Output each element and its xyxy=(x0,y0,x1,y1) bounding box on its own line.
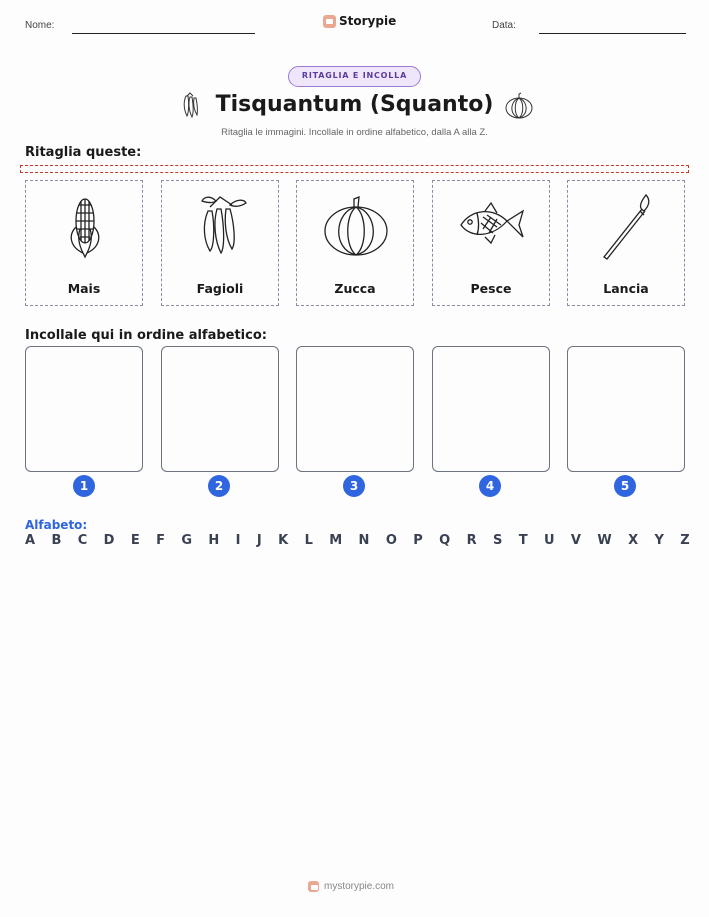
footer xyxy=(308,881,394,892)
alphabet-letter: J xyxy=(256,533,262,548)
card-label: Pesce xyxy=(470,281,512,296)
name-line[interactable] xyxy=(72,33,255,34)
activity-badge: RITAGLIA E INCOLLA xyxy=(288,66,421,87)
page-title: Tisquantum (Squanto) xyxy=(215,92,494,117)
alphabet-letter: O xyxy=(385,533,397,548)
storypie-mascot-icon xyxy=(323,15,336,28)
cut-line xyxy=(20,165,689,173)
alphabet-letter: T xyxy=(518,533,528,548)
instructions: Ritaglia le immagini. Incollale in ordine alfabetico, dalla A alla Z. xyxy=(221,127,488,138)
alphabet-title: Alfabeto: xyxy=(25,518,88,532)
cut-card-zucca[interactable] xyxy=(296,180,414,306)
pumpkin-icon xyxy=(321,191,391,261)
spear-icon xyxy=(592,191,662,261)
alphabet-letter: X xyxy=(628,533,639,548)
paste-slot-1[interactable] xyxy=(25,346,143,472)
card-label: Fagioli xyxy=(196,281,244,296)
alphabet-letter: D xyxy=(103,533,115,548)
name-label: Nome: xyxy=(25,20,55,31)
slot-number-5: 5 xyxy=(614,475,636,497)
alphabet-letter: Y xyxy=(654,533,664,548)
alphabet-letter: L xyxy=(304,533,313,548)
cut-card-mais[interactable] xyxy=(25,180,143,306)
slot-number-3: 3 xyxy=(343,475,365,497)
alphabet-letter: A xyxy=(25,533,36,548)
alphabet-letter: U xyxy=(543,533,555,548)
storypie-logo xyxy=(323,14,396,28)
card-label: Lancia xyxy=(603,281,649,296)
corn-icon xyxy=(50,191,120,261)
pumpkin-deco-icon xyxy=(504,92,534,120)
brand-name: Storypie xyxy=(339,14,397,28)
cut-card-pesce[interactable] xyxy=(432,180,550,306)
cut-heading: Ritaglia queste: xyxy=(25,145,142,160)
storypie-mascot-icon xyxy=(308,881,319,892)
beans-icon xyxy=(186,191,256,261)
alphabet-letter: H xyxy=(208,533,220,548)
alphabet-letter: Q xyxy=(439,533,451,548)
alphabet-letter: M xyxy=(329,533,343,548)
alphabet-letter: N xyxy=(358,533,370,548)
card-label: Zucca xyxy=(334,281,376,296)
alphabet-letter: K xyxy=(278,533,289,548)
date-label: Data: xyxy=(492,20,516,31)
alphabet-letter: F xyxy=(156,533,165,548)
alphabet-letter: G xyxy=(181,533,193,548)
alphabet-letter: E xyxy=(130,533,140,548)
paste-heading: Incollale qui in ordine alfabetico: xyxy=(25,328,267,343)
paste-slot-4[interactable] xyxy=(432,346,550,472)
alphabet-letter: P xyxy=(413,533,423,548)
alphabet-letter: R xyxy=(466,533,477,548)
card-label: Mais xyxy=(67,281,101,296)
alphabet-letter: I xyxy=(235,533,241,548)
alphabet-letter: C xyxy=(77,533,88,548)
paste-slot-2[interactable] xyxy=(161,346,279,472)
alphabet-letter: S xyxy=(492,533,503,548)
date-line[interactable] xyxy=(539,33,686,34)
footer-url[interactable]: mystorypie.com xyxy=(324,881,395,892)
cut-card-lancia[interactable] xyxy=(567,180,685,306)
alphabet-letter: B xyxy=(51,533,62,548)
fish-icon xyxy=(457,191,527,261)
alphabet-letter: W xyxy=(597,533,612,548)
paste-slot-3[interactable] xyxy=(296,346,414,472)
alphabet-letter: V xyxy=(570,533,581,548)
cut-card-fagioli[interactable] xyxy=(161,180,279,306)
slot-number-2: 2 xyxy=(208,475,230,497)
alphabet-letter: Z xyxy=(680,533,690,548)
slot-number-4: 4 xyxy=(479,475,501,497)
alphabet-row xyxy=(25,533,690,548)
slot-number-1: 1 xyxy=(73,475,95,497)
paste-slot-5[interactable] xyxy=(567,346,685,472)
